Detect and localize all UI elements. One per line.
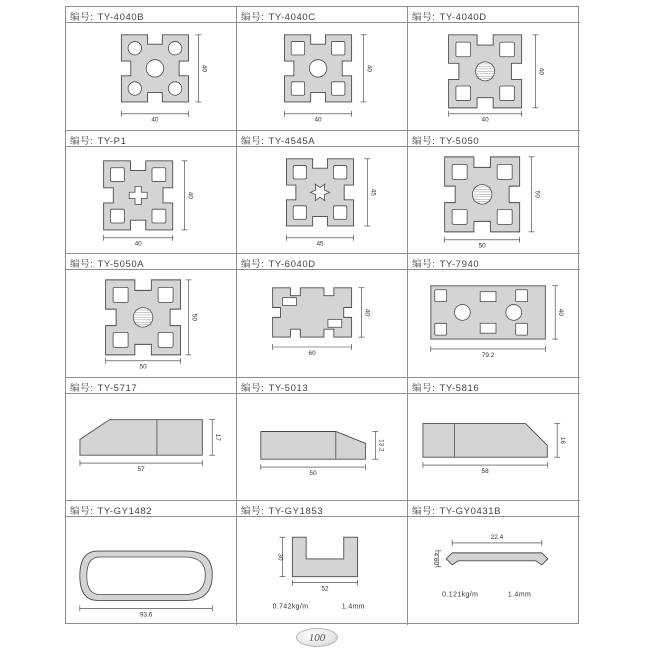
profile-cavity bbox=[435, 323, 447, 335]
profile-cross-section bbox=[408, 394, 580, 501]
profile-cross-section bbox=[66, 394, 236, 501]
model-number: TY-5050A bbox=[97, 259, 145, 271]
profile-label bbox=[70, 503, 152, 517]
profile-shape bbox=[261, 431, 366, 459]
profile-drawing bbox=[66, 270, 236, 377]
dimension-label: 17 bbox=[214, 433, 222, 441]
profile-label bbox=[412, 256, 479, 270]
dimension-label: 58 bbox=[481, 467, 489, 475]
profile-drawing bbox=[66, 517, 236, 625]
model-number: TY-5816 bbox=[439, 382, 480, 394]
profile-cavity bbox=[328, 320, 342, 328]
model-number: TY-4040D bbox=[439, 12, 487, 23]
profile-cavity bbox=[87, 557, 206, 595]
dimension-label: 50 bbox=[139, 363, 147, 371]
profile-cell bbox=[66, 131, 237, 255]
model-number: TY-4040B bbox=[97, 12, 145, 23]
profile-cell bbox=[66, 7, 237, 131]
dimension-label: 40 bbox=[314, 116, 322, 124]
profile-cavity bbox=[309, 60, 326, 77]
profile-drawing bbox=[408, 147, 580, 254]
label-prefix: 编号: bbox=[241, 12, 265, 23]
profile-cavity bbox=[293, 205, 306, 218]
label-prefix: 编号: bbox=[70, 382, 94, 394]
profile-label bbox=[241, 9, 316, 23]
profile-drawing bbox=[66, 394, 236, 501]
dimension-label: 60 bbox=[308, 350, 316, 358]
label-prefix: 编号: bbox=[241, 506, 265, 518]
profile-cavity bbox=[168, 42, 181, 55]
label-prefix: 编号: bbox=[412, 135, 436, 147]
profile-shape bbox=[446, 553, 548, 565]
model-number: TY-5013 bbox=[268, 382, 309, 394]
label-prefix: 编号: bbox=[70, 12, 94, 23]
profile-drawing bbox=[408, 394, 580, 501]
dimension-label: 40 bbox=[186, 191, 194, 199]
profile-drawing bbox=[237, 270, 407, 377]
profile-cavity bbox=[480, 323, 496, 333]
profile-cell bbox=[408, 254, 580, 378]
profile-drawing bbox=[237, 23, 407, 130]
profile-cavity bbox=[333, 165, 346, 178]
profile-cavity bbox=[452, 164, 467, 179]
profile-cavity bbox=[111, 167, 125, 181]
label-prefix: 编号: bbox=[412, 382, 436, 394]
profile-cross-section bbox=[408, 147, 580, 254]
dimension-label: 50 bbox=[190, 313, 198, 322]
model-number: TY-5050 bbox=[439, 135, 480, 147]
dimension-label: 30 bbox=[276, 553, 284, 561]
profile-cavity bbox=[128, 42, 141, 55]
profile-cavity bbox=[158, 333, 173, 348]
profile-cavity bbox=[113, 288, 128, 303]
label-prefix: 编号: bbox=[70, 506, 94, 518]
label-prefix: 编号: bbox=[70, 259, 94, 271]
profile-shape bbox=[273, 288, 352, 337]
profile-cavity bbox=[291, 42, 304, 55]
profile-cell bbox=[408, 501, 580, 625]
profile-drawing bbox=[237, 147, 407, 254]
profile-label bbox=[70, 256, 144, 270]
profile-label bbox=[70, 380, 137, 394]
profile-label bbox=[412, 503, 501, 517]
profile-cross-section bbox=[408, 270, 580, 377]
profile-label bbox=[70, 133, 127, 147]
profile-cavity bbox=[168, 82, 181, 95]
profile-label bbox=[412, 133, 479, 147]
profile-cross-section bbox=[408, 23, 580, 130]
profile-cross-section bbox=[66, 270, 236, 377]
label-prefix: 编号: bbox=[70, 135, 94, 147]
profile-cavity bbox=[291, 82, 304, 95]
profile-label bbox=[70, 9, 144, 23]
profile-drawing bbox=[408, 270, 580, 377]
dimension-label: 40 bbox=[134, 240, 142, 248]
profile-label bbox=[412, 9, 487, 23]
profile-cross-section bbox=[408, 517, 580, 625]
dimension-label: 45 bbox=[316, 240, 324, 248]
profile-cavity bbox=[333, 205, 346, 218]
dimension-label: 16 bbox=[559, 436, 567, 444]
profile-cavity bbox=[497, 164, 512, 179]
profile-shape bbox=[423, 423, 547, 457]
profile-cavity bbox=[456, 42, 471, 57]
dimension-label: 40 bbox=[481, 116, 489, 124]
profile-cavity bbox=[456, 86, 471, 101]
profile-cavity bbox=[331, 42, 344, 55]
model-number: TY-7940 bbox=[439, 259, 480, 271]
profile-cell bbox=[66, 501, 237, 625]
profile-cavity bbox=[293, 165, 306, 178]
profile-label bbox=[241, 503, 323, 517]
profile-drawing bbox=[66, 23, 236, 130]
profile-catalog-grid bbox=[65, 6, 579, 624]
profile-cross-section bbox=[237, 270, 407, 377]
profile-cavity bbox=[516, 323, 528, 335]
thickness-spec: 1.4mm bbox=[507, 592, 532, 600]
profile-drawing bbox=[66, 147, 236, 254]
profile-cell bbox=[408, 7, 580, 131]
profile-cross-section bbox=[237, 517, 407, 625]
model-number: TY-GY1482 bbox=[97, 506, 153, 518]
profile-cavity bbox=[111, 209, 125, 223]
profile-cavity bbox=[500, 42, 515, 57]
profile-cell bbox=[66, 378, 237, 502]
profile-cross-section bbox=[66, 147, 236, 254]
profile-cross-section bbox=[237, 394, 407, 501]
profile-cell bbox=[408, 378, 580, 502]
model-number: TY-P1 bbox=[97, 135, 127, 147]
dimension-label: 40 bbox=[537, 67, 545, 75]
profile-label bbox=[241, 256, 316, 270]
profile-cross-section bbox=[237, 23, 407, 130]
model-number: TY-5717 bbox=[97, 382, 138, 394]
profile-cavity bbox=[506, 305, 522, 321]
profile-cross-section bbox=[66, 23, 236, 130]
label-prefix: 编号: bbox=[241, 135, 265, 147]
profile-cell bbox=[408, 131, 580, 255]
weight-spec: 0.742kg/m bbox=[272, 603, 309, 611]
profile-cross-section bbox=[66, 517, 236, 625]
model-number: TY-6040D bbox=[268, 259, 316, 271]
profile-cavity bbox=[455, 305, 471, 321]
profile-cavity bbox=[500, 86, 515, 101]
profile-drawing bbox=[408, 23, 580, 130]
profile-cavity bbox=[516, 290, 528, 302]
model-number: TY-4040C bbox=[268, 12, 316, 23]
profile-cell bbox=[237, 501, 408, 625]
profile-shape bbox=[80, 419, 202, 455]
label-prefix: 编号: bbox=[241, 382, 265, 394]
dimension-label: 50 bbox=[478, 242, 486, 250]
profile-cavity bbox=[497, 209, 512, 224]
label-prefix: 编号: bbox=[412, 12, 436, 23]
dimension-label: 50 bbox=[533, 190, 541, 198]
dimension-label: 57 bbox=[137, 465, 145, 473]
dimension-label: 40 bbox=[365, 64, 373, 72]
dimension-label: 79.2 bbox=[481, 352, 495, 360]
label-prefix: 编号: bbox=[241, 259, 265, 271]
page-number-badge: 100 bbox=[296, 628, 338, 647]
profile-cavity bbox=[435, 290, 447, 302]
profile-drawing bbox=[237, 517, 407, 625]
dimension-label: 22.4 bbox=[490, 534, 504, 542]
profile-cavity bbox=[283, 298, 297, 306]
model-number: TY-GY0431B bbox=[439, 506, 502, 518]
profile-cell bbox=[237, 254, 408, 378]
label-prefix: 编号: bbox=[412, 506, 436, 518]
profile-label bbox=[412, 380, 479, 394]
dimension-label: 4.60 bbox=[432, 552, 440, 566]
label-prefix: 编号: bbox=[412, 259, 436, 271]
profile-cavity bbox=[152, 167, 166, 181]
profile-cell bbox=[237, 378, 408, 502]
dimension-label: 13.2 bbox=[377, 438, 385, 452]
profile-drawing bbox=[237, 394, 407, 501]
profile-cavity bbox=[331, 82, 344, 95]
profile-cell bbox=[237, 131, 408, 255]
profile-shape bbox=[292, 538, 357, 578]
profile-label bbox=[241, 133, 315, 147]
profile-cavity bbox=[152, 209, 166, 223]
profile-cell bbox=[237, 7, 408, 131]
profile-cavity bbox=[480, 292, 496, 302]
dimension-label: 40 bbox=[363, 309, 371, 317]
profile-cavity bbox=[452, 209, 467, 224]
profile-cavity bbox=[128, 82, 141, 95]
dimension-label: 50 bbox=[309, 469, 317, 477]
profile-cavity bbox=[113, 333, 128, 348]
dimension-label: 45 bbox=[369, 188, 377, 196]
dimension-label: 40 bbox=[151, 116, 159, 124]
model-number: TY-4545A bbox=[268, 135, 316, 147]
thickness-spec: 1.4mm bbox=[341, 603, 365, 611]
model-number: TY-GY1853 bbox=[268, 506, 324, 518]
profile-drawing bbox=[408, 517, 580, 625]
profile-label bbox=[241, 380, 308, 394]
weight-spec: 0.121kg/m bbox=[442, 592, 479, 600]
profile-cavity bbox=[146, 60, 163, 77]
profile-cavity bbox=[158, 288, 173, 303]
profile-cross-section bbox=[237, 147, 407, 254]
dimension-label: 40 bbox=[200, 64, 208, 72]
profile-cell bbox=[66, 254, 237, 378]
dimension-label: 93.6 bbox=[139, 611, 153, 619]
dimension-label: 52 bbox=[321, 585, 329, 593]
dimension-label: 40 bbox=[557, 309, 565, 317]
